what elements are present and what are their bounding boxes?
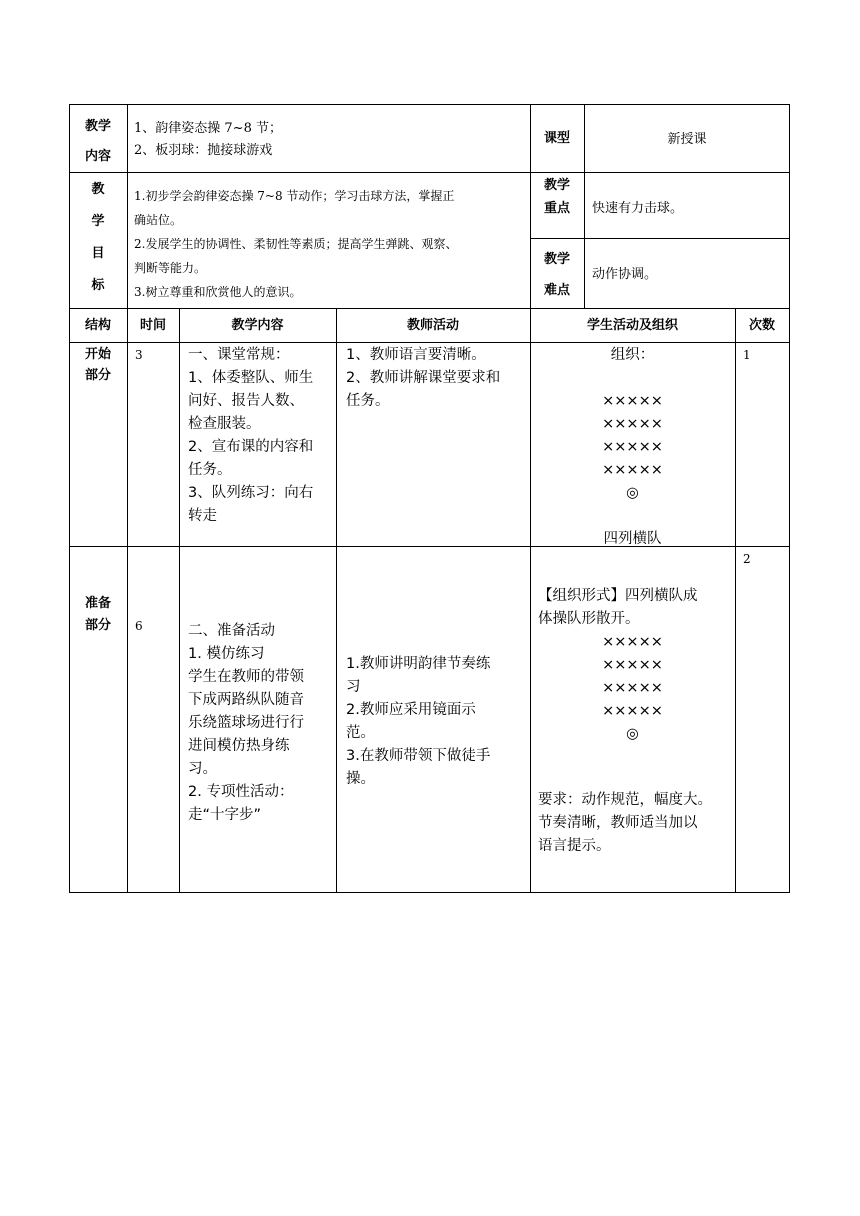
row2-student-intro: 【组织形式】四列横队成 体操队形散开。	[538, 588, 698, 627]
row1-content: 一、课堂常规： 1、体委整队、师生 问好、报告人数、 检查服装。 2、宣布课的内容和 任务。 3、队列练习：向右 转走	[188, 347, 314, 524]
column-header-count: 次数	[748, 318, 775, 333]
column-header-structure: 结构	[84, 318, 111, 333]
row2-structure: 准备 部分	[84, 596, 111, 633]
column-header-content: 教学内容	[231, 318, 284, 333]
difficulty-label: 教学 难点	[543, 252, 570, 298]
row2-student-formation: ××××× ××××× ××××× ××××× ◎	[602, 634, 663, 742]
row2-count: 2	[743, 552, 751, 566]
column-header-student: 学生活动及组织	[586, 318, 678, 333]
row1-count: 1	[743, 348, 751, 362]
grid-line	[336, 308, 337, 893]
grid-line	[127, 104, 128, 893]
column-header-teacher: 教师活动	[406, 318, 459, 333]
row1-student: 组织： ××××× ××××× ××××× ××××× ◎ 四列横队	[602, 347, 663, 547]
content-label: 教学 内容	[84, 119, 111, 164]
row2-teacher: 1.教师讲明韵律节奏练 习 2.教师应采用镜面示 范。 3.在教师带领下做徒手 操。	[346, 656, 491, 787]
grid-line	[69, 172, 790, 173]
grid-line	[789, 104, 790, 893]
grid-line	[179, 308, 180, 893]
column-header-time: 时间	[139, 318, 166, 333]
lesson-type-value: 新授课	[667, 132, 707, 147]
key-point-value: 快速有力击球。	[592, 201, 684, 216]
grid-line	[69, 342, 790, 343]
row2-time: 6	[135, 619, 143, 633]
row2-student-requirements: 要求：动作规范，幅度大。 节奏清晰，教师适当加以 语言提示。	[538, 792, 712, 854]
row1-time: 3	[135, 348, 143, 362]
difficulty-value: 动作协调。	[592, 267, 658, 282]
row1-teacher: 1、教师语言要清晰。 2、教师讲解课堂要求和 任务。	[346, 347, 501, 409]
grid-line	[530, 238, 790, 239]
row2-content: 二、准备活动 1. 模仿练习 学生在教师的带领 下成两路纵队随音 乐绕篮球场进行行 进间模仿热身练 习。 2. 专项性活动： 走“十字步”	[188, 623, 304, 823]
objectives-label: 教 学 目 标	[91, 182, 105, 293]
row1-structure: 开始 部分	[84, 347, 111, 383]
grid-line	[69, 104, 790, 105]
grid-line	[735, 308, 736, 893]
objectives-text: 1.初步学会韵律姿态操 7~8 节动作；学习击球方法，掌握正 确站位。 2.发展学生的协调性、柔韧性等素质；提高学生弹跳、观察、 判断等能力。 3.树立尊重和欣赏他人的意识。	[134, 189, 458, 299]
grid-line	[69, 308, 790, 309]
lesson-type-label: 课型	[543, 131, 570, 146]
key-point-label: 教学 重点	[543, 178, 570, 216]
content-text: 1、韵律姿态操 7~8 节； 2、板羽球：抛接球游戏	[134, 121, 282, 158]
grid-line	[69, 892, 790, 893]
